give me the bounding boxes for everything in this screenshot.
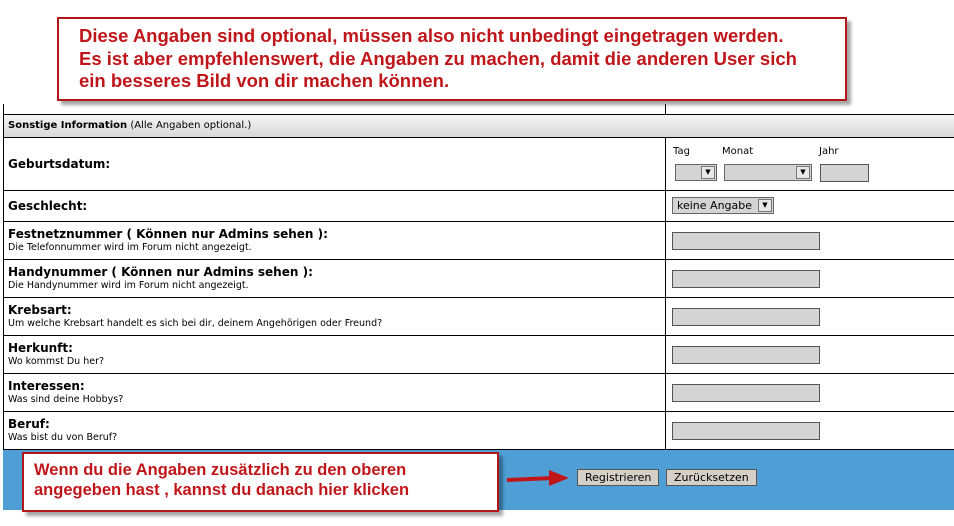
mobile-field — [666, 260, 954, 297]
gender-field — [666, 191, 954, 221]
interests-input[interactable] — [672, 384, 820, 402]
profession-field — [666, 412, 954, 449]
year-label: Jahr — [819, 146, 839, 157]
month-label: Monat — [722, 146, 754, 157]
origin-input[interactable] — [672, 346, 820, 364]
interests-field — [666, 374, 954, 411]
landline-label-cell — [4, 222, 666, 259]
mobile-label-cell — [4, 260, 666, 297]
landline-field — [666, 222, 954, 259]
section-title: Sonstige Information — [8, 120, 128, 131]
day-label: Tag — [673, 146, 690, 157]
gender-label: Geschlecht: — [8, 198, 88, 213]
reset-button[interactable]: Zurücksetzen — [666, 469, 757, 486]
origin-field — [666, 336, 954, 373]
birthdate-label-cell — [4, 138, 666, 190]
origin-label: Herkunft: — [8, 341, 73, 355]
annotation-callout-bottom — [22, 452, 499, 512]
gender-label-cell — [4, 191, 666, 221]
section-note: (Alle Angaben optional.) — [127, 120, 252, 131]
row-origin — [4, 336, 954, 374]
origin-hint: Wo kommst Du her? — [8, 356, 105, 367]
chevron-down-icon: ▼ — [796, 166, 810, 179]
cancer-type-hint: Um welche Krebsart handelt es sich bei dir, deinem Angehörigen oder Freund? — [8, 318, 383, 329]
day-select[interactable] — [675, 164, 717, 181]
optional-info-form — [3, 114, 954, 450]
profession-hint: Was bist du von Beruf? — [8, 432, 118, 443]
annotation-callout-top — [57, 17, 847, 101]
profession-label-cell — [4, 412, 666, 449]
cancer-type-label-cell — [4, 298, 666, 335]
birthdate-field — [666, 138, 954, 190]
callout-bottom-line-2: angegeben hast , kannst du danach hier klicken — [34, 481, 410, 499]
mobile-hint: Die Handynummer wird im Forum nicht angezeigt. — [8, 280, 249, 291]
row-cancer-type — [4, 298, 954, 336]
table-edge-left — [3, 104, 4, 114]
cancer-type-input[interactable] — [672, 308, 820, 326]
mobile-input[interactable] — [672, 270, 820, 288]
landline-label: Festnetznummer ( Können nur Admins sehen ): — [8, 227, 328, 241]
row-mobile — [4, 260, 954, 298]
cancer-type-label: Krebsart: — [8, 303, 72, 317]
year-input[interactable] — [820, 164, 869, 182]
profession-label: Beruf: — [8, 417, 50, 431]
row-profession — [4, 412, 954, 450]
interests-label: Interessen: — [8, 379, 85, 393]
profession-input[interactable] — [672, 422, 820, 440]
row-gender — [4, 191, 954, 222]
mobile-label: Handynummer ( Können nur Admins sehen ): — [8, 265, 313, 279]
cancer-type-field — [666, 298, 954, 335]
row-interests — [4, 374, 954, 412]
callout-top-line-1: Diese Angaben sind optional, müssen also nicht unbedingt eingetragen werden. — [79, 25, 784, 46]
gender-select[interactable] — [672, 197, 774, 214]
gender-selected-value: keine Angabe — [677, 199, 753, 212]
callout-bottom-line-1: Wenn du die Angaben zusätzlich zu den oberen — [34, 461, 407, 479]
month-select[interactable] — [724, 164, 812, 181]
interests-label-cell — [4, 374, 666, 411]
table-edge-divider — [665, 104, 666, 114]
section-header — [4, 115, 954, 138]
callout-top-line-2: Es ist aber empfehlenswert, die Angaben zu machen, damit die anderen User sich — [79, 47, 797, 69]
red-arrow-icon — [505, 468, 571, 490]
origin-label-cell — [4, 336, 666, 373]
row-birthdate — [4, 138, 954, 191]
landline-hint: Die Telefonnummer wird im Forum nicht angezeigt. — [8, 242, 252, 253]
chevron-down-icon: ▼ — [701, 166, 715, 179]
interests-hint: Was sind deine Hobbys? — [8, 394, 124, 405]
register-button[interactable]: Registrieren — [577, 469, 659, 486]
row-landline — [4, 222, 954, 260]
landline-input[interactable] — [672, 232, 820, 250]
birthdate-label: Geburtsdatum: — [8, 156, 111, 171]
callout-top-line-3: ein besseres Bild von dir machen können. — [79, 70, 450, 91]
chevron-down-icon: ▼ — [758, 199, 772, 212]
